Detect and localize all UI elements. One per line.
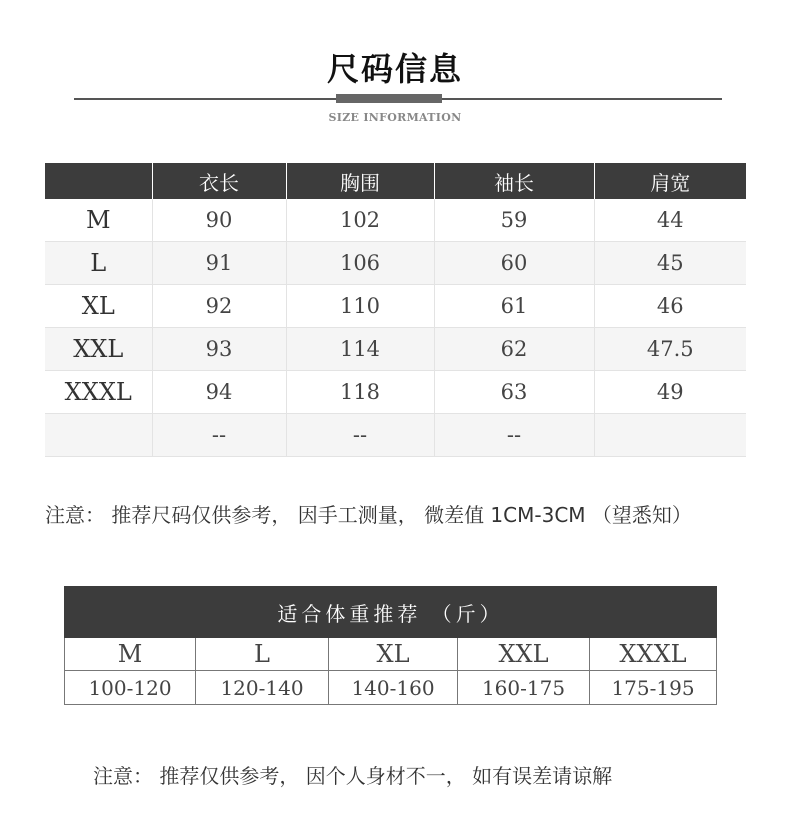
weight-range: 160-175	[458, 671, 590, 705]
table-row	[45, 371, 746, 414]
size-label: XXXL	[590, 638, 717, 671]
page-title: 尺码信息	[326, 50, 463, 88]
table-row	[65, 671, 717, 705]
table-cell: 93	[152, 328, 286, 371]
table-row	[45, 242, 746, 285]
size-table-header-cell	[45, 163, 152, 199]
size-label: L	[45, 242, 152, 285]
table-cell: 62	[434, 328, 594, 371]
size-label	[45, 414, 152, 457]
table-cell: 90	[152, 199, 286, 242]
table-cell: 45	[594, 242, 746, 285]
table-cell: 63	[434, 371, 594, 414]
weight-range: 120-140	[196, 671, 329, 705]
size-label: M	[65, 638, 196, 671]
size-table-header-cell: 肩宽	[594, 163, 746, 199]
weight-table-header	[65, 587, 717, 638]
size-label: XXL	[45, 328, 152, 371]
table-cell: --	[152, 414, 286, 457]
size-table-header-cell: 袖长	[434, 163, 594, 199]
table-cell: 61	[434, 285, 594, 328]
page-subtitle: SIZE INFORMATION	[328, 111, 462, 124]
size-table-header-cell: 胸围	[286, 163, 434, 199]
table-cell: 60	[434, 242, 594, 285]
title-divider-accent	[336, 94, 442, 103]
table-cell: 47.5	[594, 328, 746, 371]
table-cell: 91	[152, 242, 286, 285]
table-cell: 44	[594, 199, 746, 242]
table-row	[65, 638, 717, 671]
table-cell: 110	[286, 285, 434, 328]
table-cell: 92	[152, 285, 286, 328]
table-row	[45, 285, 746, 328]
weight-range: 140-160	[329, 671, 458, 705]
weight-table-title: 适合体重推荐 （斤）	[65, 587, 717, 638]
weight-note: 注意： 推荐仅供参考， 因个人身材不一， 如有误差请谅解	[93, 764, 613, 788]
size-table-header-cell: 衣长	[152, 163, 286, 199]
measurement-note: 注意： 推荐尺码仅供参考， 因手工测量， 微差值 1CM-3CM （望悉知）	[45, 503, 692, 527]
table-row	[45, 328, 746, 371]
table-row	[45, 414, 746, 457]
size-label: XL	[329, 638, 458, 671]
table-cell: 94	[152, 371, 286, 414]
table-cell: --	[286, 414, 434, 457]
table-cell	[594, 414, 746, 457]
table-cell: 118	[286, 371, 434, 414]
size-label: XL	[45, 285, 152, 328]
size-table	[45, 163, 746, 457]
weight-table	[64, 586, 717, 705]
table-cell: 49	[594, 371, 746, 414]
size-label: XXXL	[45, 371, 152, 414]
table-cell: 46	[594, 285, 746, 328]
table-cell: --	[434, 414, 594, 457]
table-row	[45, 199, 746, 242]
table-cell: 102	[286, 199, 434, 242]
weight-range: 100-120	[65, 671, 196, 705]
weight-range: 175-195	[590, 671, 717, 705]
table-cell: 114	[286, 328, 434, 371]
size-label: L	[196, 638, 329, 671]
size-label: XXL	[458, 638, 590, 671]
size-table-header	[45, 163, 746, 199]
table-cell: 106	[286, 242, 434, 285]
size-label: M	[45, 199, 152, 242]
table-cell: 59	[434, 199, 594, 242]
